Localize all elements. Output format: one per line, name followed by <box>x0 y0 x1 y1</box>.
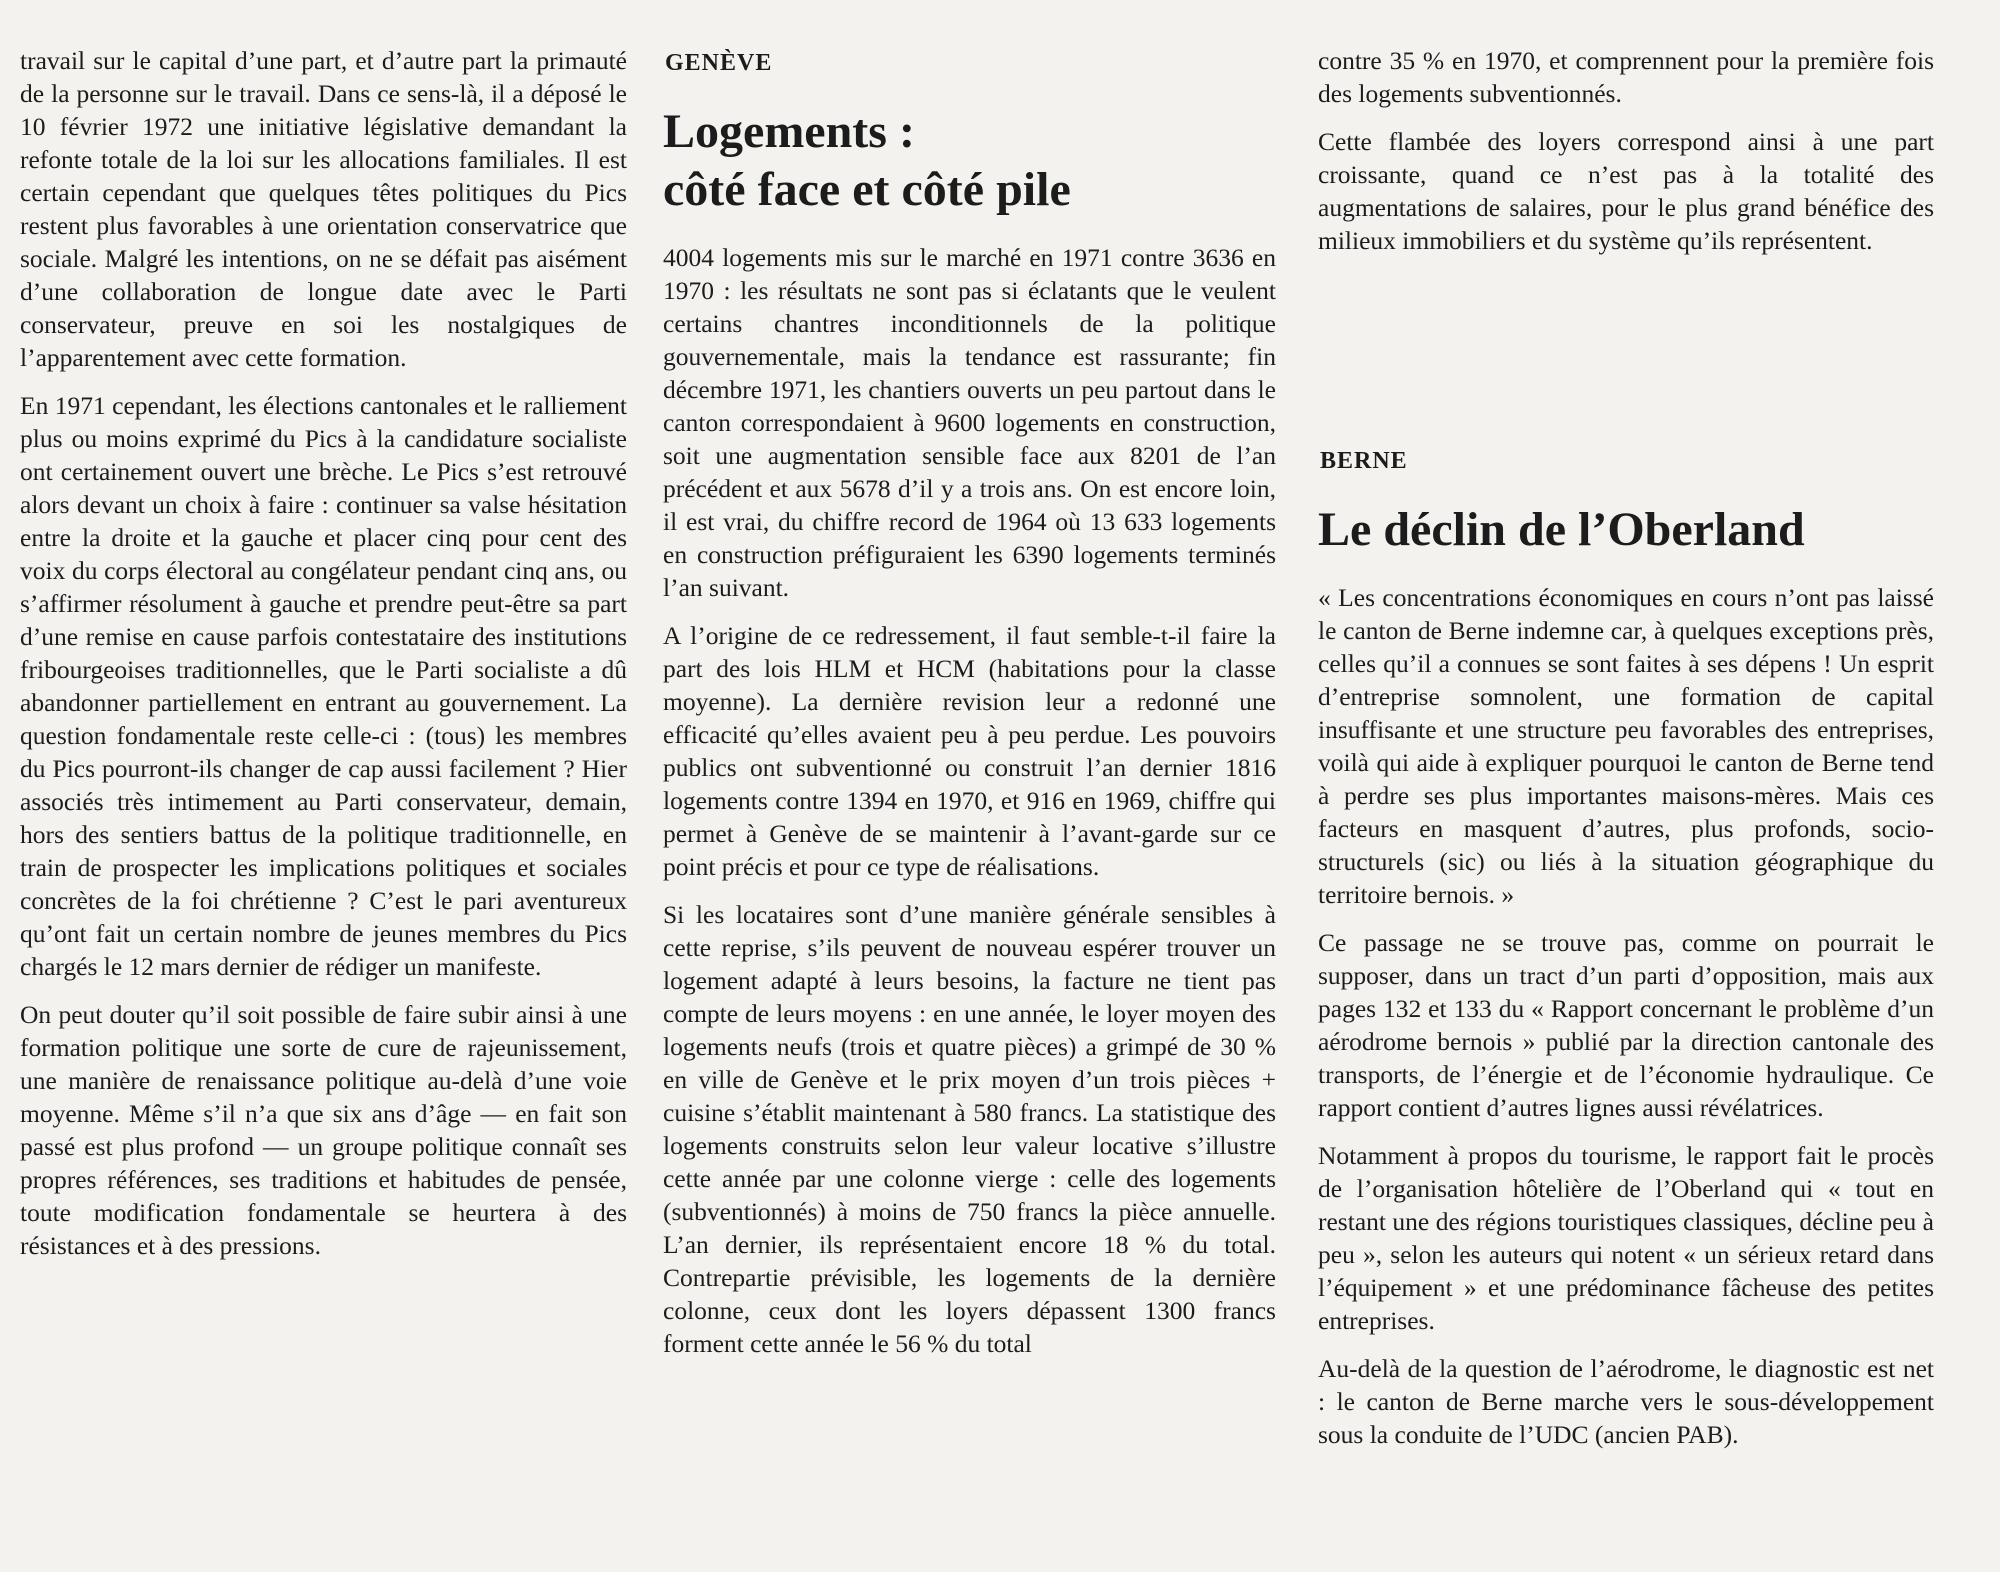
headline-line-1: Logements : <box>663 105 915 158</box>
section-label-berne: BERNE <box>1320 448 1408 474</box>
article-paragraph: Notamment à propos du tourisme, le rapport fait le procès de l’organisation hôtelière de l’Oberland qui « tout en restant une des régions touristiques classiques, décline peu à peu », selon les auteurs qui notent « un sérieux retard dans l’équipement » et une prédominance fâcheuse des petites entreprises. <box>1318 1141 1934 1335</box>
article-paragraph: Ce passage ne se trouve pas, comme on pourrait le supposer, dans un tract d’un parti d’opposition, mais aux pages 132 et 133 du « Rapport concernant le problème d’un aérodrome bernois » publié par la direction cantonale des transports, de l’énergie et de l’économie hydraulique. Ce rapport contient d’autres lignes aussi révélatrices. <box>1318 928 1934 1122</box>
section-label-geneve: GENÈVE <box>665 50 773 76</box>
article-paragraph: En 1971 cependant, les élections cantonales et le ralliement plus ou moins exprimé du Pics à la candidature socialiste ont certainement ouvert une brèche. Le Pics s’est retrouvé alors devant un choix à faire : continuer sa valse hésitation entre la droite et la gauche et placer cinq pour cent des voix du corps électoral au congélateur pendant cinq ans, ou s’affirmer résolument à gauche et prendre peut-être sa part d’une remise en cause parfois contestataire des institutions fribourgeoises traditionnelles, que le Parti socialiste a dû abandonner partiellement en entrant au gouvernement. La question fondamentale reste celle-ci : (tous) les membres du Pics pourront-ils changer de cap aussi facilement ? Hier associés très intimement au Parti conservateur, demain, hors des sentiers battus de la politique traditionnelle, en train de prospecter les implications politiques et sociales concrètes de la foi chrétienne ? C’est le pari aventureux qu’ont fait un certain nombre de jeunes membres du Pics chargés le 12 mars dernier de rédiger un manifeste. <box>20 391 627 981</box>
column-left <box>20 44 627 1277</box>
headline-geneve <box>663 103 1276 219</box>
berne-article <box>1318 442 1934 1466</box>
article-paragraph: On peut douter qu’il soit possible de faire subir ainsi à une formation politique une sorte de cure de rajeunissement, une manière de renaissance politique au-delà d’une voie moyenne. Même s’il n’a que six ans d’âge — en fait son passé est plus profond — un groupe politique connaît ses propres références, ses traditions et habitudes de pensée, toute modification fondamentale se heurtera à des résistances et à des pressions. <box>20 1000 627 1260</box>
article-paragraph: A l’origine de ce redressement, il faut semble-t-il faire la part des lois HLM et HCM (habitations pour la classe moyenne). La dernière revision leur a redonné une efficacité qu’elles avaient peu à peu perdue. Les pouvoirs publics ont subventionné ou construit l’an dernier 1816 logements contre 1394 en 1970, et 916 en 1969, chiffre qui permet à Genève de se maintenir à l’avant-garde sur ce point précis et pour ce type de réalisations. <box>663 621 1276 881</box>
article-paragraph: « Les concentrations économiques en cours n’ont pas laissé le canton de Berne indemne car, à quelques exceptions près, celles qu’il a connues se sont faites à ses dépens ! Un esprit d’entreprise somnolent, une formation de capital insuffisante et une structure peu favorables des entreprises, voilà qui aide à expliquer pourquoi le canton de Berne tend à perdre ses plus importantes maisons-mères. Mais ces facteurs en masquent d’autres, plus profonds, socio-structurels (sic) ou liés à la situation géographique du territoire bernois. » <box>1318 583 1934 909</box>
article-paragraph: contre 35 % en 1970, et comprennent pour la première fois des logements subventionnés. <box>1318 46 1934 108</box>
column-right <box>1318 44 1934 1449</box>
article-paragraph: Si les locataires sont d’une manière générale sensibles à cette reprise, s’ils peuvent de nouveau espérer trouver un logement adapté à leurs besoins, la facture ne tient pas compte de leurs moyens : en une année, le loyer moyen des logements neufs (trois et quatre pièces) a grimpé de 30 % en ville de Genève et le prix moyen d’un trois pièces + cuisine s’établit maintenant à 580 francs. La statistique des logements construits selon leur valeur locative s’illustre cette année par une colonne vierge : celle des logements (subventionnés) à moins de 750 francs la pièce annuelle. L’an dernier, ils représentaient encore 18 % du total. Contrepartie prévisible, les logements de la dernière colonne, ceux dont les loyers dépassent 1300 francs forment cette année le 56 % du total <box>663 900 1276 1358</box>
headline-berne: Le déclin de l’Oberland <box>1318 503 1805 556</box>
article-paragraph: Au-delà de la question de l’aérodrome, le diagnostic est net : le canton de Berne marche vers le sous-développement sous la conduite de l’UDC (ancien PAB). <box>1318 1354 1934 1449</box>
article-paragraph: Cette flambée des loyers correspond ainsi à une part croissante, quand ce n’est pas à la totalité des augmentations de salaires, pour le plus grand bénéfice des milieux immobiliers et du système qu’ils représentent. <box>1318 127 1934 255</box>
article-paragraph: 4004 logements mis sur le marché en 1971 contre 3636 en 1970 : les résultats ne sont pas si éclatants que le veulent certains chantres inconditionnels de la politique gouvernementale, mais la tendance est rassurante; fin décembre 1971, les chantiers ouverts un peu partout dans le canton correspondaient à 9600 logements en construction, soit une augmentation sensible face aux 8201 de l’an précédent et aux 5678 d’il y a trois ans. On est encore loin, il est vrai, du chiffre record de 1964 où 13 633 logements en construction préfiguraient les 6390 logements terminés l’an suivant. <box>663 243 1276 602</box>
column-middle-geneve-article <box>663 44 1276 1375</box>
article-paragraph: travail sur le capital d’une part, et d’autre part la primauté de la personne sur le travail. Dans ce sens-là, il a déposé le 10 février 1972 une initiative législative demandant la refonte totale de la loi sur les allocations familiales. Il est certain cependant que quelques têtes politiques du Pics restent plus favorables à une orientation conservatrice que sociale. Malgré les intentions, on ne se défait pas aisément d’une collaboration de longue date avec le Parti conservateur, preuve en soi les nostalgiques de l’apparentement avec cette formation. <box>20 46 627 372</box>
headline-line-2: côté face et côté pile <box>663 163 1071 216</box>
